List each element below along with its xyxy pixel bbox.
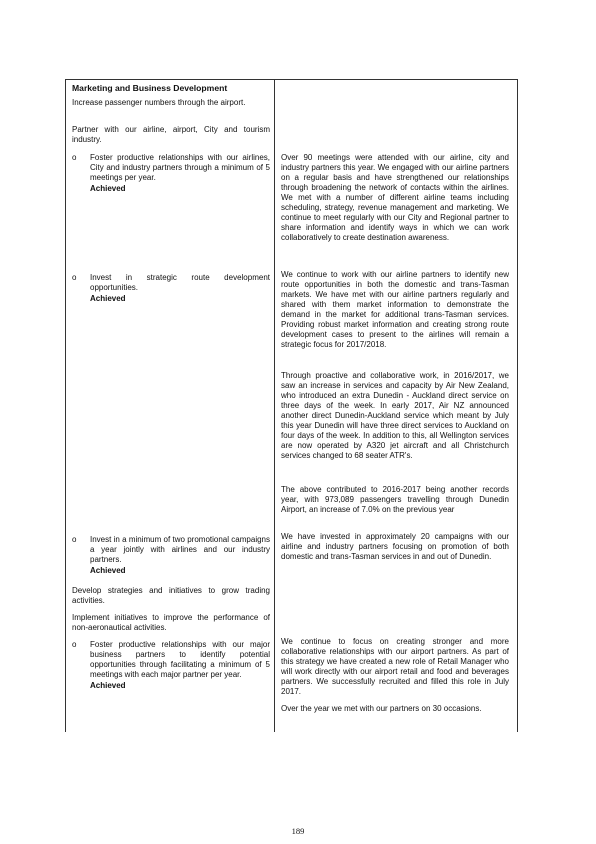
objective-text: Implement initiatives to improve the performance of non-aeronautical activities. <box>72 613 270 632</box>
bullet-marker: o <box>72 273 77 282</box>
objective-text: Partner with our airline, airport, City and tourism industry. <box>72 125 270 144</box>
target-text: Invest in a minimum of two promotional campaigns a year jointly with airlines and our industry partners. <box>90 535 270 564</box>
item-target <box>90 153 270 194</box>
status-achieved: Achieved <box>90 566 126 575</box>
result-text: The above contributed to 2016-2017 being another records year, with 973,089 passengers travelling through Dunedin Airport, an increase of 7.0% on the previous year <box>281 485 509 514</box>
page-number: 189 <box>291 826 305 836</box>
objectives-table <box>65 79 518 732</box>
target-text: Foster productive relationships with our airlines, City and industry partners through a minimum of 5 meetings per year. <box>90 153 270 182</box>
status-achieved: Achieved <box>90 184 126 193</box>
status-achieved: Achieved <box>90 294 126 303</box>
objective-text: Increase passenger numbers through the airport. <box>72 98 246 107</box>
target-text: Invest in strategic route development opportunities. <box>90 273 270 292</box>
status-achieved: Achieved <box>90 681 126 690</box>
result-text: Over 90 meetings were attended with our airline, city and industry partners this year. We engaged with our airline partners on a regular basis and have strengthened our relationships through broadening the network of contacts within the airlines. We met with a number of different airline teams including scheduling, strategy, revenue management and marketing. We continue to meet regularly with our City and Regional partner to share information and identify ways in which we can work collaboratively to create destination awareness. <box>281 153 509 242</box>
bullet-marker: o <box>72 535 77 544</box>
bullet-marker: o <box>72 153 77 162</box>
result-text: Over the year we met with our partners on 30 occasions. <box>281 704 482 713</box>
result-text: We have invested in approximately 20 campaigns with our airline and industry partners focusing on promotion of both domestic and trans-Tasman services in and out of Dunedin. <box>281 532 509 561</box>
item-target <box>90 535 270 576</box>
result-text: Through proactive and collaborative work, in 2016/2017, we saw an increase in services and capacity by Air New Zealand, who introduced an extra Dunedin - Auckland direct service on three days of the week. In early 2017, Air NZ announced another direct Dunedin-Auckland service which meant by July this year Dunedin will have three direct services to Auckland on four days of the week. In addition to this, all Wellington services are now operated by A320 jet aircraft and all Christchurch services changed to 68 seater ATR's. <box>281 371 509 460</box>
column-divider <box>274 80 275 732</box>
objective-text: Develop strategies and initiatives to grow trading activities. <box>72 586 270 605</box>
result-text: We continue to work with our airline partners to identify new route opportunities in both the domestic and trans-Tasman markets. We have met with our airline partners regularly and shared with them market information to demonstrate the demand in the market for additional trans-Tasman services. Providing robust market information and creating strong route development cases to present to the airlines will remain a strategic focus for 2017/2018. <box>281 270 509 349</box>
result-text: We continue to focus on creating stronger and more collaborative relationships with our airport partners. As part of this strategy we have created a new role of Retail Manager who will work directly with our airport retail and food and beverages partners. We successfully recruited and filled this role in July 2017. <box>281 637 509 696</box>
item-target <box>90 640 270 691</box>
target-text: Foster productive relationships with our major business partners to identify potential opportunities through facilitating a minimum of 5 meetings with each major partner per year. <box>90 640 270 679</box>
item-target <box>90 273 270 304</box>
bullet-marker: o <box>72 640 77 649</box>
section-title: Marketing and Business Development <box>72 83 228 93</box>
